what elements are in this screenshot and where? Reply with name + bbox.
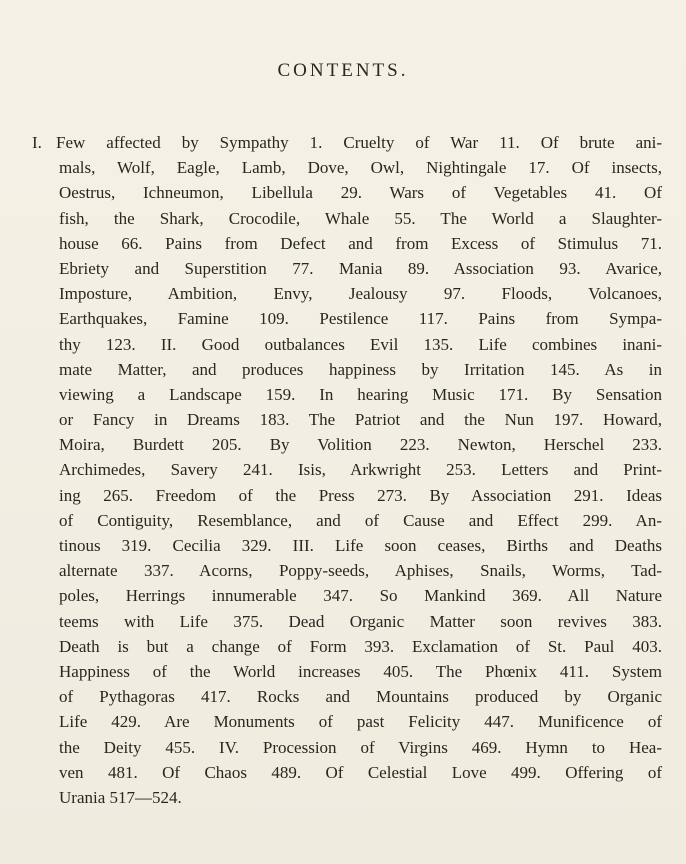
contents-line: Death is but a change of Form 393. Exclamation of St. Paul 403. [59,636,662,656]
contents-line: Imposture, Ambition, Envy, Jealousy 97. Floods, Volcanoes, [59,284,662,304]
contents-line: Life 429. Are Monuments of past Felicity 447. Munificence of [59,712,662,732]
contents-line: Urania 517—524. [59,787,182,807]
contents-line: of Pythagoras 417. Rocks and Mountains produced by Organic [59,687,662,707]
contents-line: poles, Herrings innumerable 347. So Mankind 369. All Nature [59,586,662,606]
contents-line: mals, Wolf, Eagle, Lamb, Dove, Owl, Nightingale 17. Of insects, [59,158,662,178]
contents-line: ing 265. Freedom of the Press 273. By Association 291. Ideas [59,485,662,505]
contents-line: or Fancy in Dreams 183. The Patriot and the Nun 197. Howard, [59,410,662,430]
contents-line: ven 481. Of Chaos 489. Of Celestial Love 499. Offering of [59,762,662,782]
contents-line: Ebriety and Superstition 77. Mania 89. Association 93. Avarice, [59,258,662,278]
page-heading: CONTENTS. [277,60,409,81]
contents-line: Moira, Burdett 205. By Volition 223. Newton, Herschel 233. [59,435,662,455]
contents-line: the Deity 455. IV. Procession of Virgins 469. Hymn to Hea- [59,737,662,757]
contents-paragraph [32,130,662,810]
contents-line: of Contiguity, Resemblance, and of Cause and Effect 299. An- [59,510,662,530]
contents-line: viewing a Landscape 159. In hearing Music 171. By Sensation [59,384,662,404]
contents-line: tinous 319. Cecilia 329. III. Life soon ceases, Births and Deaths [59,536,662,555]
contents-line: Happiness of the World increases 405. The Phœnix 411. System [59,661,662,681]
contents-line: Oestrus, Ichneumon, Libellula 29. Wars of Vegetables 41. Of [59,183,662,203]
contents-line: fish, the Shark, Crocodile, Whale 55. The World a Slaughter- [59,208,662,228]
contents-line: alternate 337. Acorns, Poppy-seeds, Aphises, Snails, Worms, Tad- [59,561,662,581]
contents-line: Earthquakes, Famine 109. Pestilence 117. Pains from Sympa- [59,309,662,329]
contents-line: Archimedes, Savery 241. Isis, Arkwright 253. Letters and Print- [59,460,662,480]
contents-line: thy 123. II. Good outbalances Evil 135. Life combines inani- [59,334,662,354]
contents-line-text: Few affected by Sympathy 1. Cruelty of War 11. Of brute ani- [56,133,662,152]
contents-line [32,130,662,155]
contents-line: teems with Life 375. Dead Organic Matter soon revives 383. [59,611,662,631]
contents-line: mate Matter, and produces happiness by Irritation 145. As in [59,359,662,379]
section-number: I. [32,133,42,152]
contents-line: house 66. Pains from Defect and from Excess of Stimulus 71. [59,233,662,253]
